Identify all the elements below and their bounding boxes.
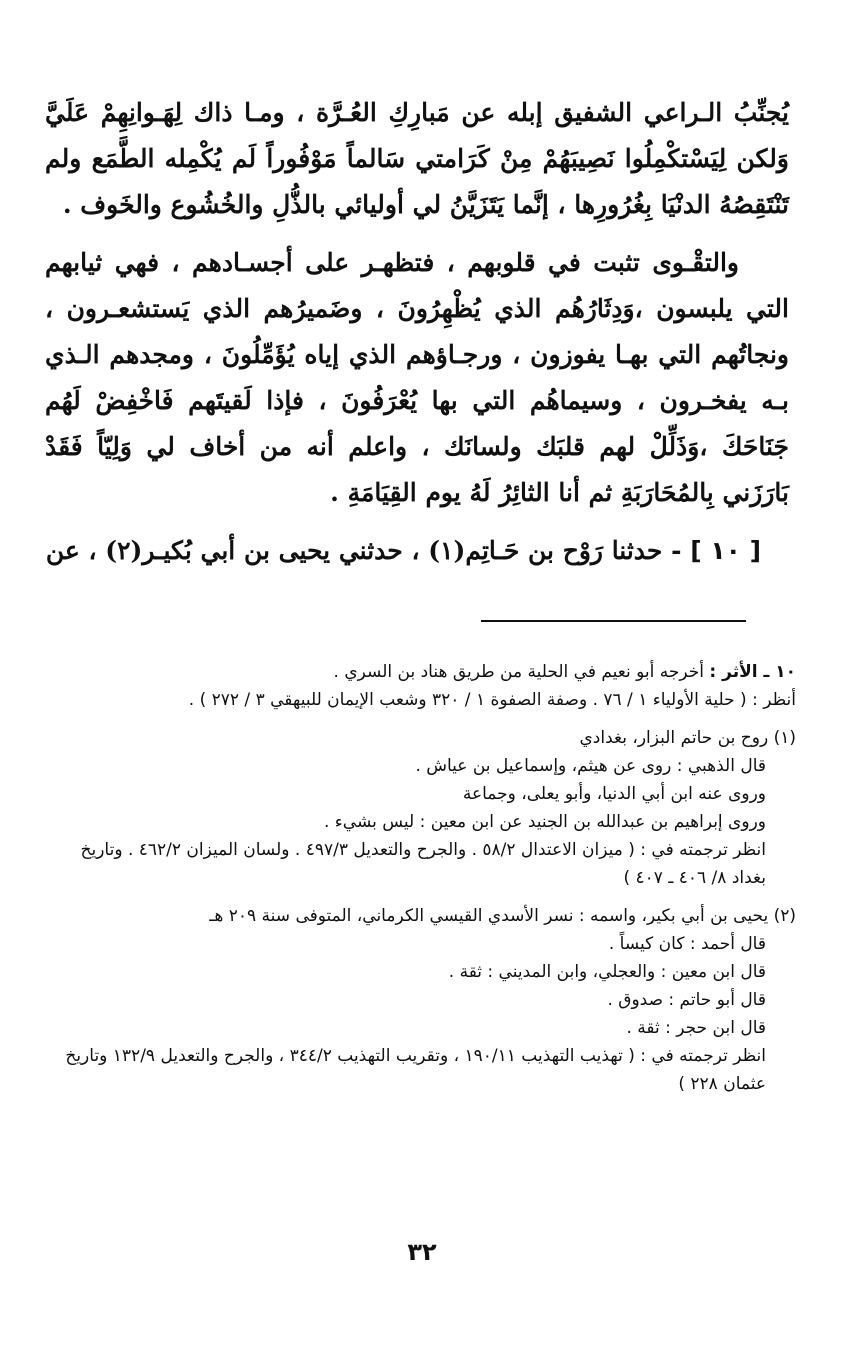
page-number: ٣٢ xyxy=(407,1238,437,1266)
footnote-1-line-2: وروى عنه ابن أبي الدنيا، وأبو يعلى، وجماعة xyxy=(462,784,766,804)
note-athar-text: أخرجه أبو نعيم في الحلية من طريق هناد بن السري . xyxy=(333,662,705,682)
footnote-1-title: (١) روح بن حاتم البزار، بغدادي xyxy=(579,728,796,748)
footnote-2-line-4: قال ابن حجر : ثقة . xyxy=(626,1018,766,1038)
footnote-1-line-1: قال الذهبي : روى عن هيثم، وإسماعيل بن عياش . xyxy=(415,756,766,776)
main-text xyxy=(45,90,789,586)
note-athar xyxy=(45,658,796,714)
footnote-2-title: (٢) يحيى بن أبي بكير، واسمه : نسر الأسدي القيسي الكرماني، المتوفى سنة ٢٠٩ هـ xyxy=(209,906,796,926)
footnote-separator xyxy=(481,620,746,622)
note-athar-ref: أنظر : ( حلية الأولياء ١ / ٧٦ . وصفة الصفوة ١ / ٣٢٠ وشعب الإيمان للبيهقي ٣ / ٢٧٢ ) . xyxy=(188,690,796,710)
footnotes xyxy=(45,658,796,1108)
footnote-2 xyxy=(45,902,796,1098)
footnote-2-ref: انظر ترجمته في : ( تهذيب التهذيب ١٩٠/١١ ، وتقريب التهذيب ٣٤٤/٢ ، والجرح والتعديل ١٣٢/٩ وتاريخ عثمان ٢٢٨ ) xyxy=(65,1046,766,1094)
hadith-paragraph xyxy=(45,528,789,574)
paragraph-1: يُجنِّبُ الـراعي الشفيق إبله عن مَبارِكِ العُـرَّة ، ومـا ذاك لِهَـوانِهِمْ عَلَيَّ وَلكن لِيَسْتكْمِلُوا نَصِيبَهُمْ مِنْ كَرَامتي سَالماً مَوْفُوراً لَم يُكْمِله الطَّمَع ولم تَنْتَقِصُهُ الدنْيَا بِغُرُورِها ، إنَّما يَتَزَيَّنُ لي أوليائي بالذُّلِ والخُشُوع والخَوف . xyxy=(45,98,789,219)
footnote-2-line-2: قال ابن معين : والعجلي، وابن المديني : ثقة . xyxy=(448,962,766,982)
note-athar-label: ١٠ ـ الأثر : xyxy=(709,662,796,682)
footnote-2-line-1: قال أحمد : كان كيساً . xyxy=(608,934,766,954)
footnote-2-line-3: قال أبو حاتم : صدوق . xyxy=(607,990,766,1010)
footnote-1-ref: انظر ترجمته في : ( ميزان الاعتدال ٥٨/٢ . والجرح والتعديل ٤٩٧/٣ . ولسان الميزان ٤٦٢/٢ . وتاريخ بغداد ٨/ ٤٠٦ ـ ٤٠٧ ) xyxy=(80,840,766,888)
note-athar-line xyxy=(45,658,796,686)
hadith-text: - حدثنا رَوْح بن حَـاتِم(١) ، حدثني يحيى بن أبي بُكيـر(٢) ، عن xyxy=(45,536,682,565)
paragraph-2: والتقْـوى تثبت في قلوبهم ، فتظهـر على أجسـادهم ، فهي ثيابهم التي يلبسون ،وَدِثَارُهُم الذي يُظْهِرُونَ ، وضَميرُهم الذي يَستشعـرون ، ونجاتُهم التي بهـا يفوزون ، ورجـاؤهم الذي إياه يُؤَمِّلُونَ ، ومجدهم الـذي بـه يفخـرون ، وسيماهُم التي بها يُعْرَفُونَ ، فإذا لَقيتَهم فَاخْفِضْ لَهُم جَنَاحَكَ ،وَذَلِّلْ لهم قلبَك ولسانَك ، واعلم أنه من أخاف لي وَلِيّاً فَقَدْ بَارَزَني بِالمُحَارَبَةِ ثم أنا الثائِرُ لَهُ يوم القِيَامَةِ . xyxy=(45,248,789,507)
footnote-1-line-3: وروى إبراهيم بن عبدالله بن الجنيد عن ابن معين : ليس بشيء . xyxy=(323,812,766,832)
hadith-number: [ ١٠ ] xyxy=(690,536,761,565)
footnote-1 xyxy=(45,724,796,892)
